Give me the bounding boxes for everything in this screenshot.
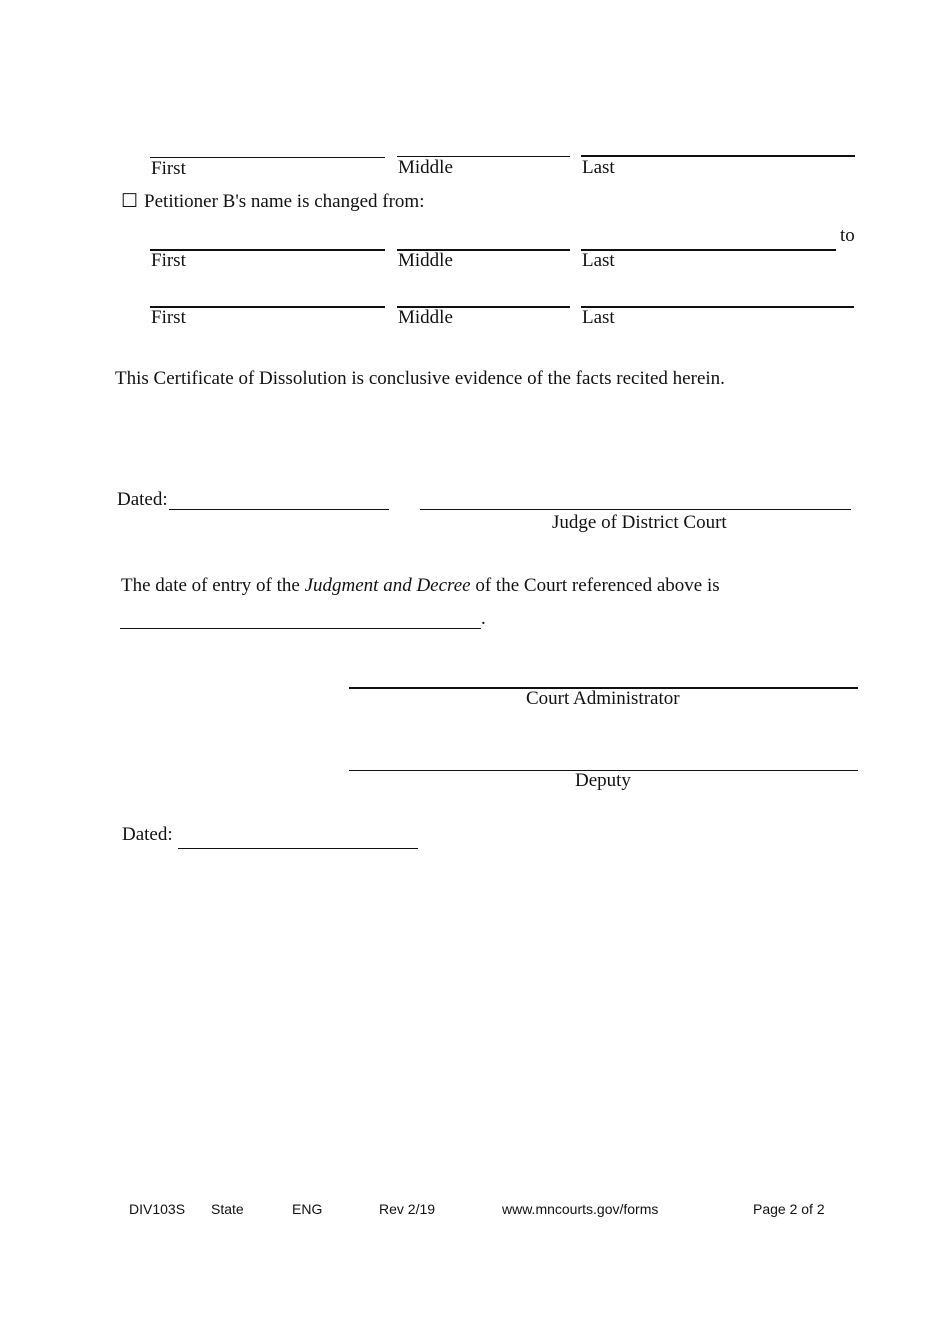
to-word: to xyxy=(840,225,855,246)
entry-date-period: . xyxy=(481,608,486,629)
petitioner-b-label: Petitioner B's name is changed from: xyxy=(144,191,425,212)
footer-form-code: DIV103S xyxy=(129,1201,186,1217)
from-first-caption: First xyxy=(151,250,186,271)
footer-revision: Rev 2/19 xyxy=(379,1201,436,1217)
to-last-caption: Last xyxy=(582,307,615,328)
name1-last-caption: Last xyxy=(582,157,615,178)
entry-date-line[interactable] xyxy=(120,628,481,629)
to-last-line[interactable] xyxy=(581,306,854,308)
petitioner-b-checkbox[interactable]: ☐ xyxy=(121,191,139,212)
entry-date-statement xyxy=(121,575,720,597)
from-middle-caption: Middle xyxy=(398,250,453,271)
judge-dated-line[interactable] xyxy=(169,509,389,510)
judge-signature-line[interactable] xyxy=(420,509,851,510)
name1-last-line[interactable] xyxy=(581,155,855,157)
judge-signature-caption: Judge of District Court xyxy=(552,512,727,533)
judgment-decree-title: Judgment and Decree xyxy=(304,575,471,596)
footer-jurisdiction: State xyxy=(211,1201,244,1217)
name1-middle-caption: Middle xyxy=(398,157,453,178)
deputy-caption: Deputy xyxy=(575,770,631,791)
judge-dated-label: Dated: xyxy=(117,489,168,510)
entry-date-text-after: of the Court referenced above is xyxy=(470,575,720,596)
entry-date-text-before: The date of entry of the xyxy=(121,575,305,596)
petitioner-b-name-change xyxy=(121,191,425,213)
to-middle-caption: Middle xyxy=(398,307,453,328)
admin-dated-label: Dated: xyxy=(122,824,173,845)
court-administrator-caption: Court Administrator xyxy=(526,688,680,709)
from-last-line[interactable] xyxy=(581,249,836,251)
from-last-caption: Last xyxy=(582,250,615,271)
footer-url[interactable]: www.mncourts.gov/forms xyxy=(502,1201,659,1217)
footer-page-number: Page 2 of 2 xyxy=(753,1201,825,1217)
to-first-caption: First xyxy=(151,307,186,328)
footer-language: ENG xyxy=(292,1201,323,1217)
certificate-statement: This Certificate of Dissolution is conclusive evidence of the facts recited herein. xyxy=(115,368,725,389)
admin-dated-line[interactable] xyxy=(178,848,418,849)
name1-first-caption: First xyxy=(151,158,186,179)
